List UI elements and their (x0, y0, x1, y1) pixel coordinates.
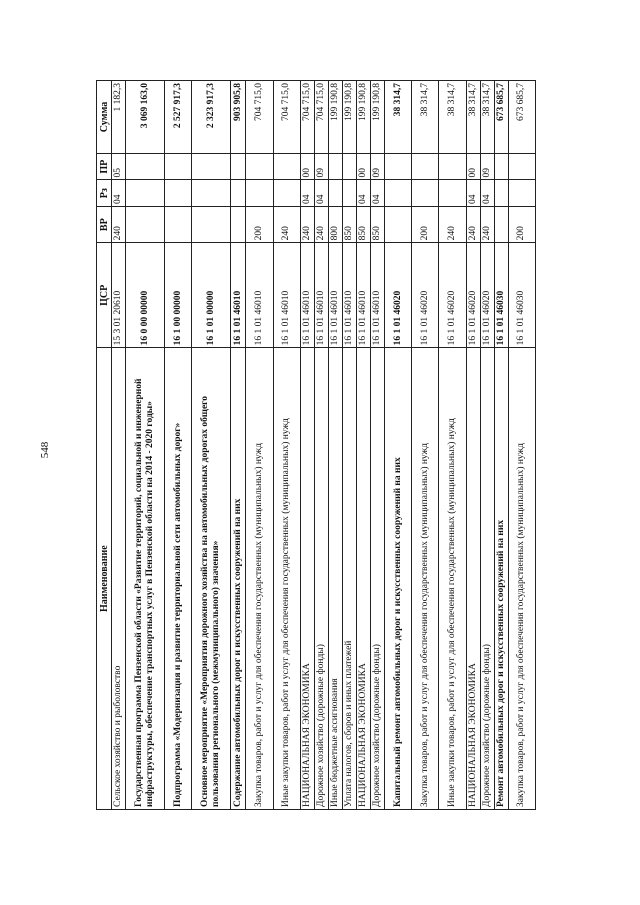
table-row (508, 81, 535, 810)
cell-name: Дорожное хозяйство (дорожные фонды) (480, 348, 494, 810)
cell-vr: 240 (300, 206, 314, 242)
cell-vr: 200 (246, 206, 273, 242)
cell-name: Закупка товаров, работ и услуг для обеспечения государственных (муниципальных) нужд (246, 348, 273, 810)
page-number: 548 (39, 441, 51, 459)
cell-vr: 240 (112, 206, 126, 242)
table-row (371, 81, 385, 810)
cell-pr: 00 (357, 153, 371, 180)
cell-csr: 16 1 01 46010 (300, 243, 314, 348)
cell-pr (412, 153, 439, 180)
cell-csr: 16 1 00 00000 (165, 243, 192, 348)
header-rz: Рз (97, 180, 112, 207)
cell-csr: 16 1 01 46030 (494, 243, 508, 348)
cell-pr (508, 153, 535, 180)
cell-sum: 3 069 163,0 (126, 81, 165, 154)
cell-name: Иные закупки товаров, работ и услуг для обеспечения государственных (муниципальных) нужд (439, 348, 466, 810)
cell-name: Дорожное хозяйство (дорожные фонды) (371, 348, 385, 810)
table-row (165, 81, 192, 810)
cell-vr (192, 206, 231, 242)
cell-pr (342, 153, 356, 180)
cell-pr (246, 153, 273, 180)
cell-vr (385, 206, 412, 242)
header-vr: ВР (97, 206, 112, 242)
cell-csr: 16 1 01 46010 (246, 243, 273, 348)
cell-csr: 16 1 01 46010 (314, 243, 328, 348)
cell-name: Уплата налогов, сборов и иных платежей (342, 348, 356, 810)
cell-sum: 199 190,8 (328, 81, 342, 154)
cell-pr (165, 153, 192, 180)
cell-name: Иные закупки товаров, работ и услуг для обеспечения государственных (муниципальных) нужд (273, 348, 300, 810)
cell-sum: 1 182,3 (112, 81, 126, 154)
cell-sum: 38 314,7 (439, 81, 466, 154)
table-row (466, 81, 480, 810)
cell-rz: 04 (466, 180, 480, 207)
cell-name: Закупка товаров, работ и услуг для обеспечения государственных (муниципальных) нужд (412, 348, 439, 810)
table-row (300, 81, 314, 810)
cell-vr: 240 (314, 206, 328, 242)
cell-csr: 16 1 01 46020 (439, 243, 466, 348)
cell-csr: 16 1 01 46030 (508, 243, 535, 348)
cell-sum: 704 715,0 (246, 81, 273, 154)
cell-rz (508, 180, 535, 207)
cell-rz (246, 180, 273, 207)
cell-pr (385, 153, 412, 180)
cell-csr: 16 1 01 46010 (273, 243, 300, 348)
cell-rz (494, 180, 508, 207)
table-row (231, 81, 246, 810)
cell-rz: 04 (357, 180, 371, 207)
cell-pr (126, 153, 165, 180)
cell-vr: 850 (357, 206, 371, 242)
cell-csr: 16 1 01 00000 (192, 243, 231, 348)
table-header-row (97, 81, 112, 810)
cell-sum: 704 715,0 (300, 81, 314, 154)
table-row (273, 81, 300, 810)
cell-vr: 240 (480, 206, 494, 242)
cell-name: НАЦИОНАЛЬНАЯ ЭКОНОМИКА (357, 348, 371, 810)
cell-name: Дорожное хозяйство (дорожные фонды) (314, 348, 328, 810)
cell-name: Капитальный ремонт автомобильных дорог и искусственных сооружений на них (385, 348, 412, 810)
cell-rz (192, 180, 231, 207)
cell-vr: 800 (328, 206, 342, 242)
cell-csr: 16 1 01 46010 (342, 243, 356, 348)
cell-sum: 38 314,7 (385, 81, 412, 154)
cell-rz (439, 180, 466, 207)
cell-pr: 00 (466, 153, 480, 180)
cell-vr: 240 (439, 206, 466, 242)
cell-sum: 2 527 917,3 (165, 81, 192, 154)
cell-name: НАЦИОНАЛЬНАЯ ЭКОНОМИКА (300, 348, 314, 810)
table-row (494, 81, 508, 810)
header-name: Наименование (97, 348, 112, 810)
cell-name: Подпрограмма «Модернизация и развитие территориальной сети автомобильных дорог» (165, 348, 192, 810)
table-row (314, 81, 328, 810)
cell-csr: 16 0 00 00000 (126, 243, 165, 348)
cell-vr (126, 206, 165, 242)
table-row (385, 81, 412, 810)
cell-csr: 16 1 01 46020 (466, 243, 480, 348)
cell-vr (165, 206, 192, 242)
cell-name: Закупка товаров, работ и услуг для обеспечения государственных (муниципальных) нужд (508, 348, 535, 810)
cell-vr: 240 (466, 206, 480, 242)
cell-rz: 04 (314, 180, 328, 207)
cell-vr: 200 (508, 206, 535, 242)
table-row (192, 81, 231, 810)
table-row (480, 81, 494, 810)
cell-csr: 16 1 01 46010 (357, 243, 371, 348)
cell-name: Содержание автомобильных дорог и искусственных сооружений на них (231, 348, 246, 810)
cell-vr (231, 206, 246, 242)
cell-sum: 199 190,8 (357, 81, 371, 154)
cell-sum: 38 314,7 (480, 81, 494, 154)
cell-csr: 16 1 01 46020 (385, 243, 412, 348)
table-body (112, 81, 536, 810)
cell-rz: 04 (480, 180, 494, 207)
cell-csr: 16 1 01 46020 (480, 243, 494, 348)
cell-pr (328, 153, 342, 180)
cell-name: Сельское хозяйство и рыболовство (112, 348, 126, 810)
cell-csr: 16 1 01 46010 (328, 243, 342, 348)
cell-rz (273, 180, 300, 207)
cell-vr: 850 (342, 206, 356, 242)
cell-pr (494, 153, 508, 180)
table-row (439, 81, 466, 810)
cell-vr: 850 (371, 206, 385, 242)
cell-name: НАЦИОНАЛЬНАЯ ЭКОНОМИКА (466, 348, 480, 810)
cell-pr: 00 (300, 153, 314, 180)
cell-sum: 903 905,8 (231, 81, 246, 154)
table-row (246, 81, 273, 810)
cell-sum: 673 685,7 (508, 81, 535, 154)
cell-name: Основное мероприятие «Мероприятия дорожного хозяйства на автомобильных дорогах общего пользования регионального (межмуниципального) значения» (192, 348, 231, 810)
cell-sum: 704 715,0 (273, 81, 300, 154)
cell-pr: 09 (314, 153, 328, 180)
table-row (328, 81, 342, 810)
cell-vr: 200 (412, 206, 439, 242)
cell-vr: 240 (273, 206, 300, 242)
cell-rz (412, 180, 439, 207)
cell-rz (342, 180, 356, 207)
cell-sum: 673 685,7 (494, 81, 508, 154)
cell-sum: 38 314,7 (466, 81, 480, 154)
cell-rz (385, 180, 412, 207)
cell-sum: 704 715,0 (314, 81, 328, 154)
cell-sum: 199 190,8 (371, 81, 385, 154)
cell-vr (494, 206, 508, 242)
header-pr: ПР (97, 153, 112, 180)
cell-rz: 04 (112, 180, 126, 207)
cell-rz (165, 180, 192, 207)
cell-csr: 15 3 01 20610 (112, 243, 126, 348)
rotated-table-container (96, 80, 536, 810)
cell-name: Государственная программа Пензенской области «Развитие территорий, социальной и инженерной инфраструктуры, обеспечение транспортных услуг в Пензенской области на 2014 - 2020 годы» (126, 348, 165, 810)
table-row (412, 81, 439, 810)
cell-csr: 16 1 01 46010 (231, 243, 246, 348)
cell-rz (126, 180, 165, 207)
cell-sum: 38 314,7 (412, 81, 439, 154)
cell-sum: 199 190,8 (342, 81, 356, 154)
cell-pr (273, 153, 300, 180)
cell-csr: 16 1 01 46020 (412, 243, 439, 348)
cell-pr (192, 153, 231, 180)
cell-rz (328, 180, 342, 207)
table-row (357, 81, 371, 810)
table-row (342, 81, 356, 810)
cell-name: Иные бюджетные ассигнования (328, 348, 342, 810)
cell-rz: 04 (371, 180, 385, 207)
cell-pr: 09 (371, 153, 385, 180)
table-row (126, 81, 165, 810)
cell-rz (231, 180, 246, 207)
cell-pr: 05 (112, 153, 126, 180)
header-csr: ЦСР (97, 243, 112, 348)
budget-table (96, 80, 536, 810)
cell-name: Ремонт автомобильных дорог и искусственных сооружений на них (494, 348, 508, 810)
table-row (112, 81, 126, 810)
cell-csr: 16 1 01 46010 (371, 243, 385, 348)
cell-sum: 2 323 917,3 (192, 81, 231, 154)
cell-rz: 04 (300, 180, 314, 207)
cell-pr: 09 (480, 153, 494, 180)
cell-pr (439, 153, 466, 180)
header-sum: Сумма (97, 81, 112, 154)
cell-pr (231, 153, 246, 180)
